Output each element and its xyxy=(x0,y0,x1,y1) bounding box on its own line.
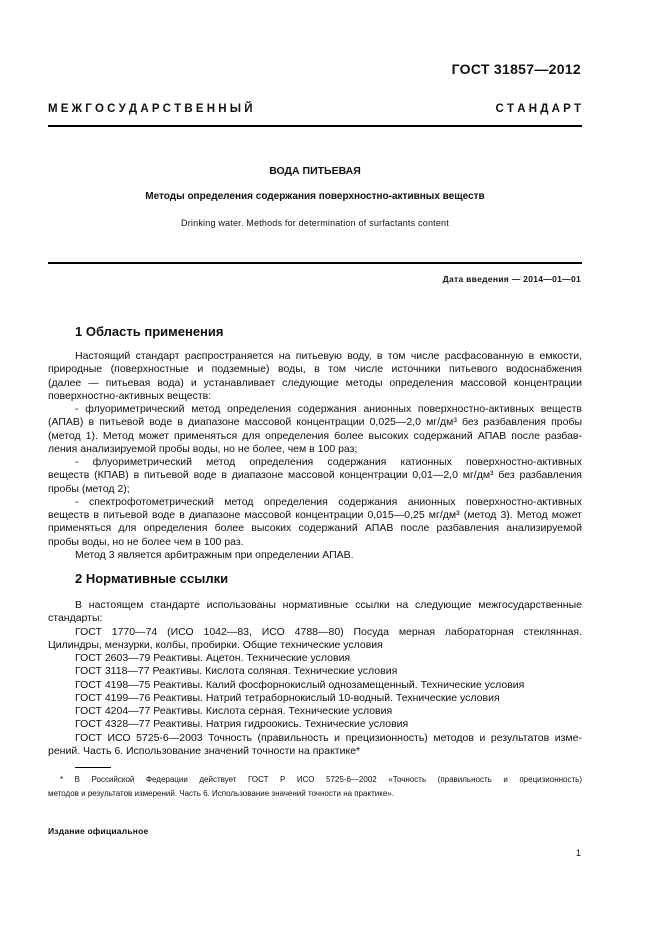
reference-line: ГОСТ 1770—74 (ИСО 1042—83, ИСО 4788—80) Посуда мерная лабораторная стеклянная. xyxy=(75,625,582,638)
paragraph-line: Метод 3 является арбитражным при определении АПАВ. xyxy=(75,548,354,561)
paragraph-line: применяться для определения более высоких содержаний АПАВ после разбавления анализируемой xyxy=(48,522,582,535)
reference-line: ГОСТ 4328—77 Реактивы. Натрия гидроокись. Технические условия xyxy=(75,718,409,731)
paragraph-line: стандарты: xyxy=(48,612,103,625)
middle-divider xyxy=(48,262,582,264)
paragraph-line: поверхностно-активных веществ: xyxy=(48,389,212,402)
paragraph-line: (АПАВ) в питьевой воде в диапазоне массовой концентрации 0,025—2,0 мг/дм³ без разбавления пробы xyxy=(48,416,582,429)
footnote-line: * В Российской Федерации действует ГОСТ Р ИСО 5725-6—2002 «Точность (правильность и прецизионность) xyxy=(60,775,582,784)
paragraph-line: В настоящем стандарте использованы нормативные ссылки на следующие межгосударственные xyxy=(75,599,582,611)
paragraph-line: - спектрофотометрический метод определения содержания анионных поверхностно-активных xyxy=(75,495,582,508)
reference-line: ГОСТ 4199—76 Реактивы. Натрий тетраборнокислый 10-водный. Технические условия xyxy=(75,691,500,704)
page-number: 1 xyxy=(575,848,581,858)
paragraph-line: пробы воды, но не более чем в 100 раз. xyxy=(48,535,244,548)
paragraph-line: пробы (метод 2); xyxy=(48,482,130,495)
paragraph-line: ления анализируемой пробы воды, но не более, чем в 100 раз; xyxy=(48,442,358,455)
paragraph-line: (далее — питьевая вода) и устанавливает следующие методы определения массовой концентрации xyxy=(48,376,582,389)
standard-banner xyxy=(48,103,581,115)
footnote xyxy=(48,773,582,801)
paragraph-line: - флуориметрический метод определения содержания анионных поверхностно-активных веществ xyxy=(75,403,582,415)
paragraph-line: веществ (КПАВ) в питьевой воде в диапазоне массовой концентрации 0,01—2,0 мг/дм³ без разбавления xyxy=(48,469,582,482)
banner-word-2: С Т А Н Д А Р Т xyxy=(495,103,581,115)
reference-line: ГОСТ 4198—75 Реактивы. Калий фосфорнокислый однозамещенный. Технические условия xyxy=(75,678,525,691)
section-1-body xyxy=(48,350,582,562)
reference-line: ГОСТ 3118—77 Реактивы. Кислота соляная. Технические условия xyxy=(75,665,398,678)
paragraph-line: - флуориметрический метод определения содержания катионных поверхностно-активных xyxy=(75,456,582,468)
paragraph-line: Настоящий стандарт распространяется на питьевую воду, в том числе расфасованную в емкости, xyxy=(75,350,582,362)
reference-line: ГОСТ 4204—77 Реактивы. Кислота серная. Технические условия xyxy=(75,705,393,717)
document-code: ГОСТ 31857—2012 xyxy=(451,61,581,77)
reference-line: ГОСТ 2603—79 Реактивы. Ацетон. Технические условия xyxy=(75,652,351,664)
section-1-heading: 1 Область применения xyxy=(75,324,224,339)
footnote-divider xyxy=(75,767,111,768)
top-divider xyxy=(48,125,582,127)
document-subtitle: Методы определения содержания поверхностно-активных веществ xyxy=(145,191,485,202)
reference-line: ГОСТ ИСО 5725-6—2003 Точность (правильность и прецизионность) методов и результатов изме- xyxy=(75,731,582,744)
paragraph-line: природные (поверхностные и подземные) воды, в том числе источники питьевого водоснабжения xyxy=(48,363,582,376)
section-2-heading: 2 Нормативные ссылки xyxy=(75,571,229,586)
edition-label: Издание официальное xyxy=(48,826,149,836)
footnote-line: методов и результатов измерений. Часть 6. Использование значений точности на практике». xyxy=(48,789,394,798)
section-2-body xyxy=(48,599,582,758)
document-title: ВОДА ПИТЬЕВАЯ xyxy=(269,165,361,177)
paragraph-line: веществ в питьевой воде в диапазоне массовой концентрации 0,015—0,25 мг/дм³ (метод 3). Метод может xyxy=(48,509,582,521)
introduction-date: Дата введения — 2014—01—01 xyxy=(442,274,581,284)
reference-line: Цилиндры, мензурки, колбы, пробирки. Общие технические условия xyxy=(48,638,383,651)
banner-word-1: М Е Ж Г О С У Д А Р С Т В Е Н Н Ы Й xyxy=(48,103,253,115)
reference-line: рений. Часть 6. Использование значений точности на практике* xyxy=(48,744,361,757)
paragraph-line: (метод 1). Метод может применяться для определения более высоких содержаний АПАВ после разбав- xyxy=(48,429,582,442)
english-title: Drinking water. Methods for determination of surfactants content xyxy=(181,218,449,228)
